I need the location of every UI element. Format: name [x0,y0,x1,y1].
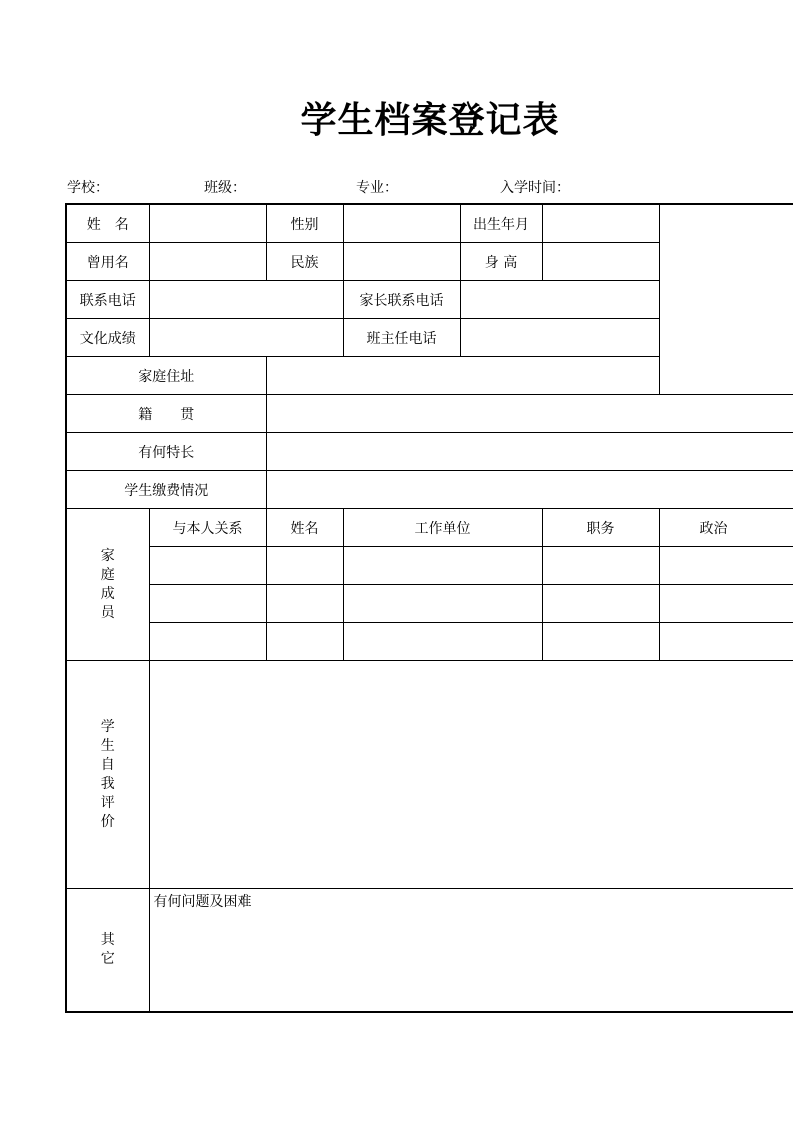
family-name-cell[interactable] [266,547,343,585]
fee-status-value[interactable] [266,471,793,509]
class-label: 班级： [204,180,246,196]
gender-value[interactable] [343,204,460,243]
parent-phone-value[interactable] [460,281,659,319]
phone-label: 联系电话 [66,281,149,319]
ethnicity-label: 民族 [266,243,343,281]
address-value[interactable] [266,357,659,395]
family-header-row [66,509,793,547]
height-label: 身 高 [460,243,542,281]
birth-label: 出生年月 [460,204,542,243]
row-specialty [66,433,793,471]
family-member-row [66,585,793,623]
registration-table [65,203,793,1013]
self-eval-label-cell [66,661,149,889]
teacher-phone-value[interactable] [460,319,659,357]
family-name-cell[interactable] [266,585,343,623]
other-label-cell [66,889,149,1013]
native-place-value[interactable] [266,395,793,433]
family-employer-cell[interactable] [343,585,542,623]
other-row [66,889,793,1013]
family-employer-cell[interactable] [343,623,542,661]
family-member-row [66,547,793,585]
parent-phone-label: 家长联系电话 [343,281,460,319]
teacher-phone-label: 班主任电话 [343,319,460,357]
family-name-cell[interactable] [266,623,343,661]
gender-label: 性别 [266,204,343,243]
family-member-row [66,623,793,661]
other-note: 有何问题及困难 [153,894,252,910]
family-relation-cell[interactable] [149,547,266,585]
self-eval-row [66,661,793,889]
specialty-label: 有何特长 [66,433,266,471]
ethnicity-value[interactable] [343,243,460,281]
family-label: 家庭成员 [100,547,115,621]
family-political-cell[interactable] [659,585,793,623]
family-col-political: 政治 [659,509,793,547]
name-label: 姓 名 [66,204,149,243]
name-value[interactable] [149,204,266,243]
school-label: 学校： [67,180,109,196]
family-position-cell[interactable] [542,585,659,623]
self-eval-label: 学生自我评价 [100,718,115,830]
family-political-cell[interactable] [659,623,793,661]
fee-status-label: 学生缴费情况 [66,471,266,509]
phone-value[interactable] [149,281,343,319]
family-col-employer: 工作单位 [343,509,542,547]
row-name [66,204,793,243]
grades-label: 文化成绩 [66,319,149,357]
family-employer-cell[interactable] [343,547,542,585]
self-eval-value[interactable] [149,661,793,889]
family-label-cell [66,509,149,661]
family-relation-cell[interactable] [149,585,266,623]
family-relation-cell[interactable] [149,623,266,661]
row-native-place [66,395,793,433]
grades-value[interactable] [149,319,343,357]
family-position-cell[interactable] [542,623,659,661]
birth-value[interactable] [542,204,659,243]
family-col-position: 职务 [542,509,659,547]
native-place-label: 籍 贯 [66,395,266,433]
other-label: 其它 [100,932,115,967]
height-value[interactable] [542,243,659,281]
family-political-cell[interactable] [659,547,793,585]
family-col-relation: 与本人关系 [149,509,266,547]
former-name-label: 曾用名 [66,243,149,281]
other-value[interactable] [149,889,793,1013]
specialty-value[interactable] [266,433,793,471]
enroll-time-label: 入学时间： [500,180,570,196]
photo-area[interactable] [659,204,793,395]
major-label: 专业： [356,180,398,196]
former-name-value[interactable] [149,243,266,281]
family-col-name: 姓名 [266,509,343,547]
family-position-cell[interactable] [542,547,659,585]
row-fee-status [66,471,793,509]
address-label: 家庭住址 [66,357,266,395]
form-title: 学生档案登记表 [300,100,560,141]
